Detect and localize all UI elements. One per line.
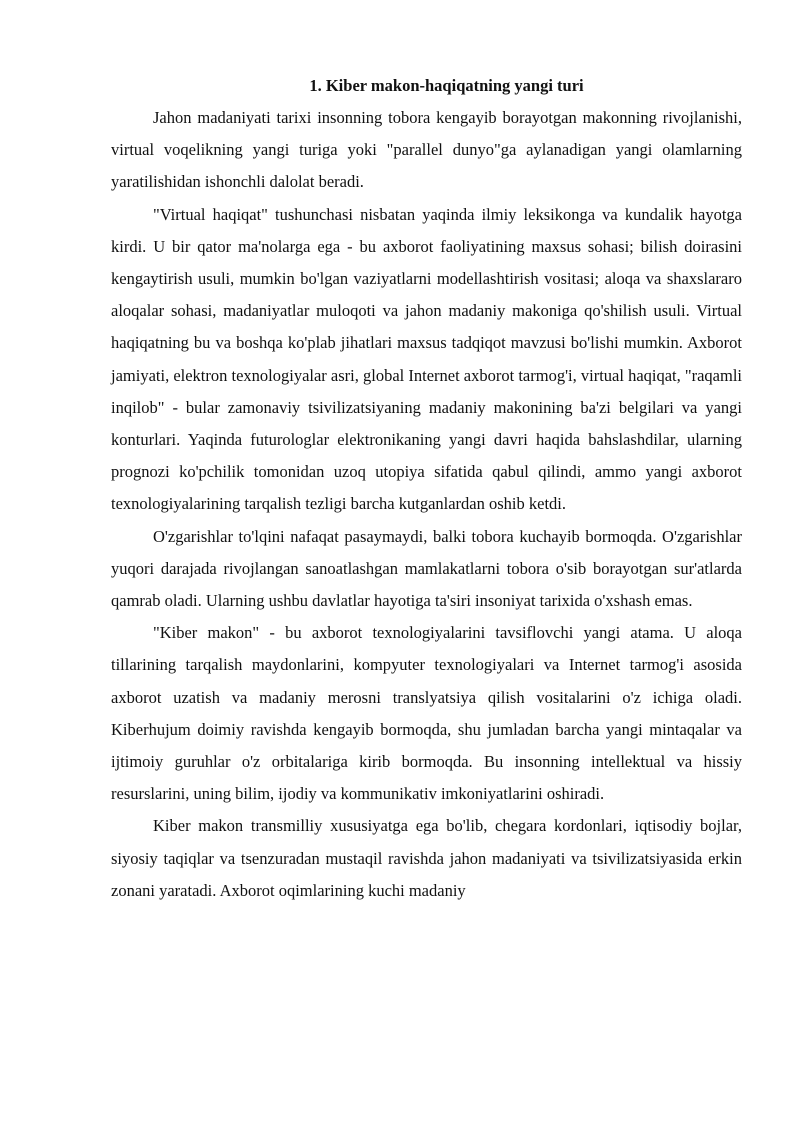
paragraph-5: Kiber makon transmilliy xususiyatga ega bo'lib, chegara kordonlari, iqtisodiy bojlar, siyosiy taqiqlar va tsenzuradan mustaqil ravishda jahon madaniyati va tsivilizatsiyasida erkin zonani yaratadi. Axborot oqimlarining kuchi madaniy (111, 816, 742, 900)
paragraph-1: Jahon madaniyati tarixi insonning tobora kengayib borayotgan makonning rivojlanishi, virtual voqelikning yangi turiga yoki "parallel dunyo"ga aylanadigan yangi olamlarning yaratilishidan ishonchli dalolat beradi. (111, 108, 742, 192)
paragraph-4: "Kiber makon" - bu axborot texnologiyalarini tavsiflovchi yangi atama. U aloqa tillarining tarqalish maydonlarini, kompyuter texnologiyalari va Internet tarmog'i asosida axborot uzatish va madaniy merosni translyatsiya qilish vositalarini o'z ichiga oladi. Kiberhujum doimiy ravishda kengayib bormoqda, shu jumladan barcha yangi mintaqalar va ijtimoiy guruhlar o'z orbitalariga kirib bormoqda. Bu insonning intellektual va hissiy resurslarini, uning bilim, ijodiy va kommunikativ imkoniyatlarini oshiradi. (111, 623, 742, 804)
section-title: 1. Kiber makon-haqiqatning yangi turi (309, 76, 584, 95)
document-page (111, 70, 742, 907)
paragraph-2: "Virtual haqiqat" tushunchasi nisbatan yaqinda ilmiy leksikonga va kundalik hayotga kirdi. U bir qator ma'nolarga ega - bu axborot faoliyatining maxsus sohasi; bilish doirasini kengaytirish usuli, mumkin bo'lgan vaziyatlarni modellashtirish vositasi; aloqa va shaxslararo aloqalar sohasi, madaniyatlar muloqoti va jahon madaniy makoniga qo'shilish usuli. Virtual haqiqatning bu va boshqa ko'plab jihatlari maxsus tadqiqot mavzusi bo'lishi mumkin. Axborot jamiyati, elektron texnologiyalar asri, global Internet axborot tarmog'i, virtual haqiqat, "raqamli inqilob" - bular zamonaviy tsivilizatsiyaning madaniy makonining ba'zi belgilari va yangi konturlari. Yaqinda futurologlar elektronikaning yangi davri haqida bahslashdilar, ularning prognozi ko'pchilik tomonidan uzoq utopiya sifatida qabul qilindi, ammo yangi axborot texnologiyalarining tarqalish tezligi barcha kutganlardan oshib ketdi. (111, 204, 743, 514)
paragraph-3: O'zgarishlar to'lqini nafaqat pasaymaydi, balki tobora kuchayib bormoqda. O'zgarishlar yuqori darajada rivojlangan sanoatlashgan mamlakatlarni tobora o'sib borayotgan sur'atlarda qamrab oladi. Ularning ushbu davlatlar hayotiga ta'siri insoniyat tarixida o'xshash emas. (111, 526, 742, 611)
